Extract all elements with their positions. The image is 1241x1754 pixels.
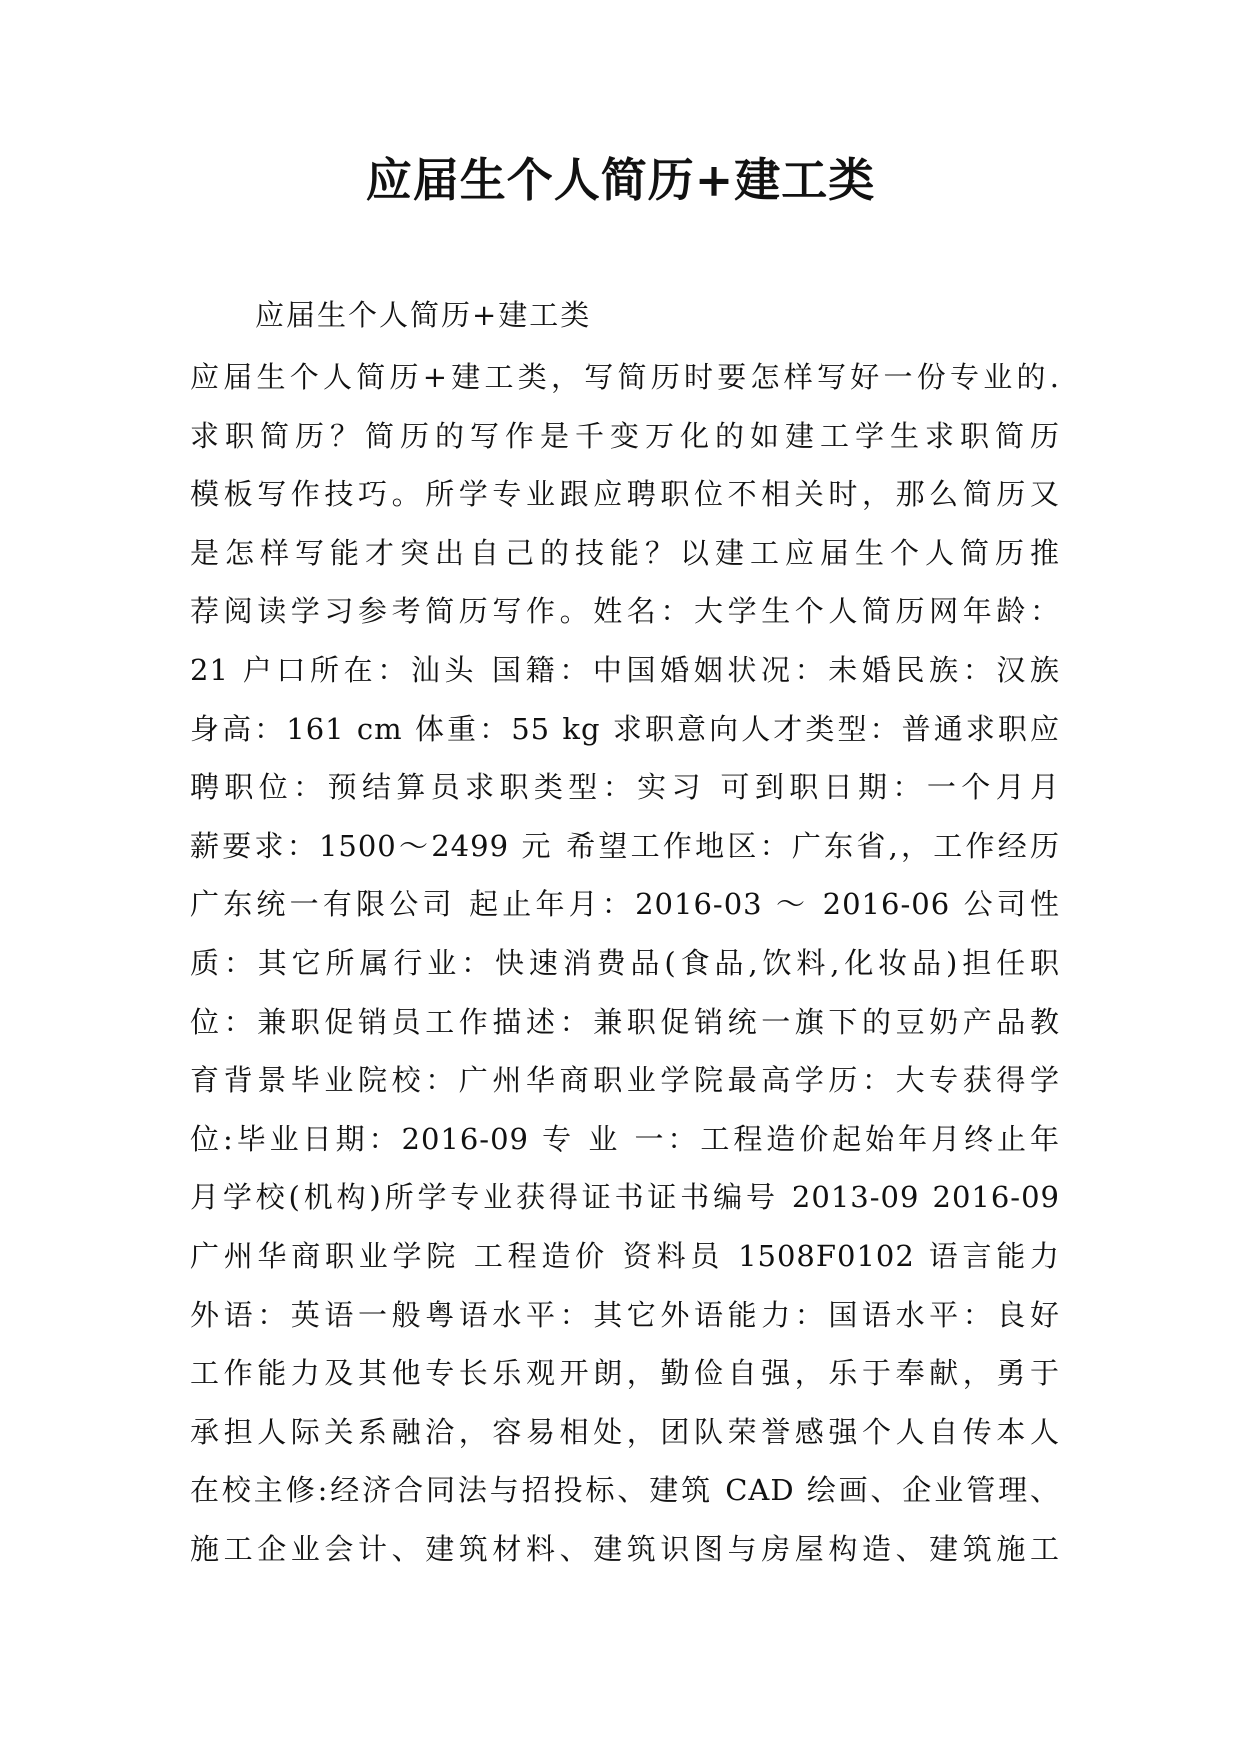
body-line: 求职简历？简历的写作是千变万化的如建工学生求职简历: [190, 418, 1060, 453]
body-line: 身高：161 cm 体重：55 kg 求职意向人才类型：普通求职应: [190, 711, 1060, 746]
body-line: 是怎样写能才突出自己的技能？以建工应届生个人简历推: [190, 535, 1060, 570]
body-line: 育背景毕业院校：广州华商职业学院最高学历：大专获得学: [190, 1063, 1060, 1098]
body-line: 承担人际关系融洽，容易相处，团队荣誉感强个人自传本人: [190, 1414, 1060, 1449]
body-line: 位:毕业日期：2016-09 专 业 一：工程造价起始年月终止年: [190, 1121, 1060, 1156]
body-line: 外语：英语一般粤语水平：其它外语能力：国语水平：良好: [190, 1297, 1060, 1332]
body-line: 位：兼职促销员工作描述：兼职促销统一旗下的豆奶产品教: [190, 1004, 1060, 1039]
body-line: 模板写作技巧。所学专业跟应聘职位不相关时，那么简历又: [190, 477, 1060, 512]
document-title: 应届生个人简历+建工类: [365, 153, 876, 207]
body-line: 广州华商职业学院 工程造价 资料员 1508F0102 语言能力: [190, 1238, 1060, 1273]
body-line: 应届生个人简历+建工类，写简历时要怎样写好一份专业的.: [190, 360, 1060, 394]
body-line: 薪要求：1500～2499 元 希望工作地区：广东省,，工作经历: [190, 828, 1060, 863]
document-body: [190, 348, 1060, 1578]
body-line: 21 户口所在：汕头 国籍：中国婚姻状况：未婚民族：汉族: [190, 652, 1060, 687]
body-line: 荐阅读学习参考简历写作。姓名：大学生个人简历网年龄：: [190, 594, 1060, 629]
body-line: 广东统一有限公司 起止年月：2016-03 ～ 2016-06 公司性: [190, 887, 1060, 922]
body-line: 在校主修:经济合同法与招投标、建筑 CAD 绘画、企业管理、: [190, 1473, 1060, 1508]
body-line: 工作能力及其他专长乐观开朗，勤俭自强，乐于奉献，勇于: [190, 1356, 1060, 1391]
body-line: 质：其它所属行业：快速消费品(食品,饮料,化妆品)担任职: [190, 945, 1060, 980]
body-line: 施工企业会计、建筑材料、建筑识图与房屋构造、建筑施工: [190, 1531, 1060, 1566]
body-line: 聘职位：预结算员求职类型：实习 可到职日期：一个月月: [190, 770, 1060, 805]
body-line: 月学校(机构)所学专业获得证书证书编号 2013-09 2016-09: [190, 1180, 1060, 1215]
document-subtitle: 应届生个人简历+建工类: [255, 298, 592, 332]
